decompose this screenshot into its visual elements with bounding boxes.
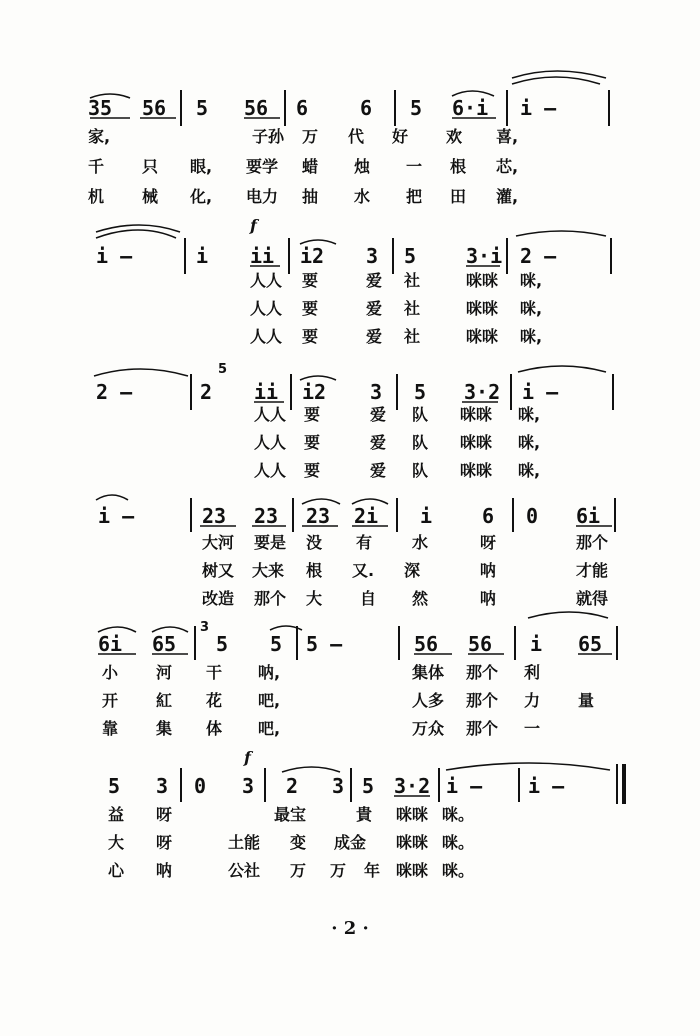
lyric-syllable: 深 [404,561,421,580]
note: 6 [482,504,495,528]
lyric-syllable: 大河 [202,533,235,552]
note: 6 [296,96,309,120]
note: 6 [360,96,373,120]
lyric-syllable: 又. [352,561,375,580]
lyric-syllable: 量 [578,691,595,710]
lyric-syllable: 千 [88,157,105,176]
lyric-syllable: 心 [108,861,125,880]
note: 3 [156,774,169,798]
note: 5 [414,380,427,404]
note: 5 [108,774,121,798]
note: 56 [142,96,167,120]
lyric-syllable: 人人 [250,299,283,318]
lyric-syllable: 好 [392,127,409,146]
note: 56 [468,632,493,656]
note: 56 [244,96,269,120]
lyric-syllable: 公社 [228,861,261,880]
note: 3 [242,774,255,798]
lyric-syllable: 那个 [466,691,499,710]
note: 65 [152,632,177,656]
note: i [530,632,543,656]
lyric-syllable: 集体 [412,663,445,682]
lyric-syllable: 灌, [496,187,519,206]
lyric-syllable: 呐, [258,663,281,682]
lyric-syllable: 利 [524,663,541,682]
lyric-syllable: 干 [206,663,223,682]
lyric-syllable: 队 [412,405,429,424]
lyric-syllable: 咪, [520,271,543,290]
lyric-syllable: 那个 [576,533,609,552]
lyric-syllable: 械 [142,187,159,206]
note: 5 [216,632,229,656]
lyric-syllable: 要 [304,405,321,424]
lyric-syllable: 然 [412,589,429,608]
note: i — [520,96,557,120]
lyric-syllable: 大 [108,833,125,852]
note: 6i [98,632,123,656]
lyric-syllable: 化, [190,187,213,206]
lyric-syllable: 咪咪 [466,271,499,290]
note: 5 — [306,632,343,656]
lyric-syllable: 河 [156,663,173,682]
note: 6·i [452,96,489,120]
lyric-syllable: 大 [306,589,323,608]
lyric-syllable: 人人 [254,433,287,452]
note: i [196,244,209,268]
lyric-syllable: 队 [412,433,429,452]
note: 5 [362,774,375,798]
lyric-syllable: 人人 [254,461,287,480]
note: i — [446,774,483,798]
lyric-syllable: 吧, [258,719,281,738]
lyric-syllable: 那个 [466,663,499,682]
lyric-syllable: 人人 [250,327,283,346]
lyric-syllable: 没 [306,533,323,552]
lyric-syllable: 队 [412,461,429,480]
lyric-syllable: 呀 [156,833,173,852]
lyric-syllable: 只 [142,157,159,176]
dynamic-forte: f [244,748,251,767]
lyric-syllable: 集 [156,719,173,738]
note: i [420,504,433,528]
note: 23 [202,504,227,528]
lyric-syllable: 欢 [446,127,463,146]
lyric-syllable: 咪咪 [396,861,429,880]
lyric-syllable: 咪, [518,405,541,424]
lyric-syllable: 机 [88,187,105,206]
lyric-syllable: 咪咪 [396,833,429,852]
note: 6i [576,504,601,528]
lyric-syllable: 爱 [366,271,383,290]
lyric-syllable: 咪, [518,433,541,452]
lyric-syllable: 根 [450,157,467,176]
lyric-syllable: 喜, [496,127,519,146]
note: i — [528,774,565,798]
lyric-syllable: 呐 [480,561,497,580]
note: 2 — [96,380,133,404]
note: 23 [254,504,279,528]
note: i — [522,380,559,404]
lyric-syllable: 吧, [258,691,281,710]
lyric-syllable: 土能 [228,833,261,852]
lyric-syllable: 咪。 [442,861,475,880]
lyric-syllable: 开 [102,691,119,710]
lyric-syllable: 呀 [156,805,173,824]
note: ii [250,244,275,268]
lyric-syllable: 有 [356,533,373,552]
lyric-syllable: 大来 [252,561,285,580]
lyric-syllable: 要 [302,271,319,290]
lyric-syllable: 爱 [370,433,387,452]
lyric-syllable: 芯, [496,157,519,176]
lyric-syllable: 咪。 [442,805,475,824]
lyric-syllable: 那个 [254,589,287,608]
lyric-syllable: 靠 [102,719,119,738]
note: 23 [306,504,331,528]
lyric-syllable: 人人 [254,405,287,424]
lyric-syllable: 电力 [246,187,279,206]
lyric-syllable: 貴 [356,805,373,824]
lyric-syllable: 爱 [370,461,387,480]
page-number: · 2 · [331,918,369,939]
lyric-syllable: 咪咪 [466,299,499,318]
lyric-syllable: 一 [406,157,423,176]
lyric-syllable: 爱 [370,405,387,424]
lyric-syllable: 万 [330,861,347,880]
lyric-syllable: 要 [304,461,321,480]
lyric-syllable: 紅 [156,691,173,710]
lyric-syllable: 改造 [202,589,235,608]
lyric-syllable: 咪, [520,327,543,346]
note: 35 [88,96,113,120]
note: 5 [410,96,423,120]
note: 3·2 [464,380,501,404]
lyric-syllable: 社 [404,327,421,346]
lyric-syllable: 成金 [334,833,367,852]
note: 2i [354,504,379,528]
note: 3 [332,774,345,798]
lyric-syllable: 田 [450,187,467,206]
lyric-syllable: 万 [302,127,319,146]
grace-note: 3 [200,620,210,635]
note: 5 [404,244,417,268]
note: 3 [366,244,379,268]
lyric-syllable: 呀 [480,533,497,552]
note: 2 [286,774,299,798]
lyric-syllable: 代 [348,127,365,146]
lyric-syllable: 人多 [412,691,445,710]
lyric-syllable: 体 [206,719,223,738]
lyric-syllable: 力 [524,691,541,710]
lyric-syllable: 咪咪 [460,433,493,452]
lyric-syllable: 那个 [466,719,499,738]
lyric-syllable: 人人 [250,271,283,290]
lyric-syllable: 自 [360,589,377,608]
lyric-syllable: 才能 [576,561,609,580]
lyric-syllable: 眼, [190,157,213,176]
note: 3·i [466,244,503,268]
lyric-syllable: 爱 [366,327,383,346]
lyric-syllable: 咪, [520,299,543,318]
lyric-syllable: 咪咪 [396,805,429,824]
lyric-syllable: 抽 [302,187,319,206]
lyric-syllable: 万众 [412,719,445,738]
grace-note: 5 [218,362,228,377]
lyric-syllable: 水 [354,187,371,206]
lyric-syllable: 呐 [156,861,173,880]
note: 65 [578,632,603,656]
lyric-syllable: 要 [302,299,319,318]
lyric-syllable: 小 [102,663,119,682]
lyric-syllable: 家, [88,127,111,146]
note: 5 [270,632,283,656]
lyric-syllable: 水 [412,533,429,552]
note: 0 [194,774,207,798]
lyric-syllable: 爱 [366,299,383,318]
note: 56 [414,632,439,656]
lyric-syllable: 益 [108,805,125,824]
lyric-syllable: 烛 [354,157,371,176]
lyric-syllable: 一 [524,719,541,738]
lyric-syllable: 把 [406,187,423,206]
note: i2 [300,244,325,268]
dynamic-forte: f [250,216,257,235]
lyric-syllable: 根 [306,561,323,580]
lyric-syllable: 树又 [202,561,235,580]
lyric-syllable: 要是 [254,533,287,552]
lyric-syllable: 花 [206,691,223,710]
lyric-syllable: 要学 [246,157,279,176]
note: 2 — [520,244,557,268]
note: ii [254,380,279,404]
note: 0 [526,504,539,528]
lyric-syllable: 年 [364,861,381,880]
lyric-syllable: 社 [404,299,421,318]
lyric-syllable: 咪。 [442,833,475,852]
lyric-syllable: 咪咪 [460,461,493,480]
lyric-syllable: 就得 [576,589,609,608]
lyric-syllable: 万 [290,861,307,880]
lyric-syllable: 咪咪 [466,327,499,346]
lyric-syllable: 要 [304,433,321,452]
note: 3·2 [394,774,431,798]
lyric-syllable: 蜡 [302,157,319,176]
lyric-syllable: 要 [302,327,319,346]
lyric-syllable: 变 [290,833,307,852]
note: i — [98,504,135,528]
lyric-syllable: 咪咪 [460,405,493,424]
note: i2 [302,380,327,404]
note: 3 [370,380,383,404]
note: 5 [196,96,209,120]
note: 2 [200,380,213,404]
lyric-syllable: 社 [404,271,421,290]
note: i — [96,244,133,268]
lyric-syllable: 呐 [480,589,497,608]
lyric-syllable: 咪, [518,461,541,480]
lyric-syllable: 最宝 [274,805,307,824]
lyric-syllable: 子孙 [252,127,285,146]
